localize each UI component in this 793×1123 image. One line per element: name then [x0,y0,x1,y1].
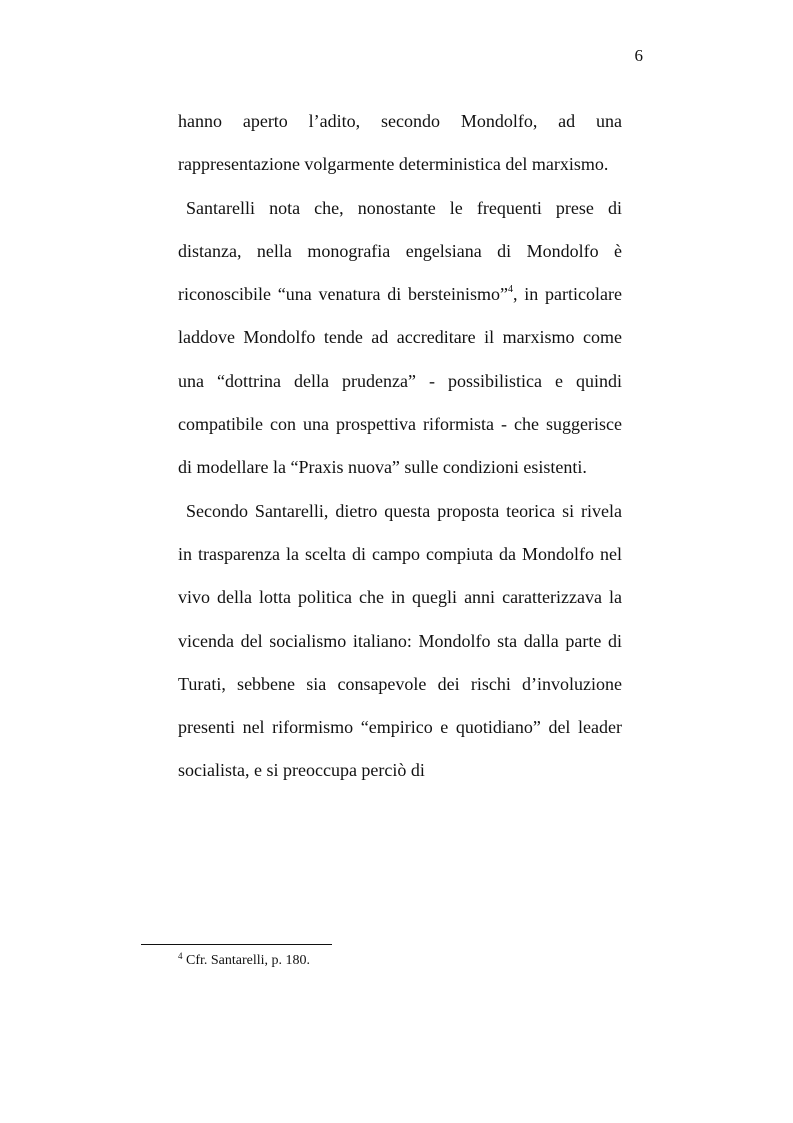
paragraph-1: hanno aperto l’adito, secondo Mondolfo, ad una rappresentazione volgarmente deterministica del marxismo. [178,111,622,175]
footnote-number: 4 [178,951,183,961]
page-number: 6 [634,46,643,65]
paragraph-2-text-before: Santarelli nota che, nonostante le frequenti prese di distanza, nella monografia engelsiana di Mondolfo è riconoscibile “una venatura di bersteinismo” [178,197,622,305]
paragraph-3: Secondo Santarelli, dietro questa proposta teorica si rivela in trasparenza la scelta di campo compiuta da Mondolfo nel vivo della lotta politica che in quegli anni caratterizzava la vicenda del socialismo italiano: Mondolfo sta dalla parte di Turati, sebbene sia consapevole dei rischi d’involuzione presenti nel riformismo “empirico e quotidiano” del leader socialista, e si preoccupa perciò di [178,500,622,781]
paragraph-2 [178,187,622,490]
footnote-separator [141,944,332,945]
footnote [178,952,310,970]
body-text [178,100,622,793]
footnote-reference[interactable]: 4 [508,284,513,296]
footnote-text: Cfr. Santarelli, p. 180. [186,953,311,968]
paragraph-2-text-after: , in particolare laddove Mondolfo tende ad accreditare il marxismo come una “dottrina della prudenza” - possibilistica e quindi compatibile con una prospettiva riformista - che suggerisce di modellare la “Praxis nuova” sulle condizioni esistenti. [178,284,623,478]
